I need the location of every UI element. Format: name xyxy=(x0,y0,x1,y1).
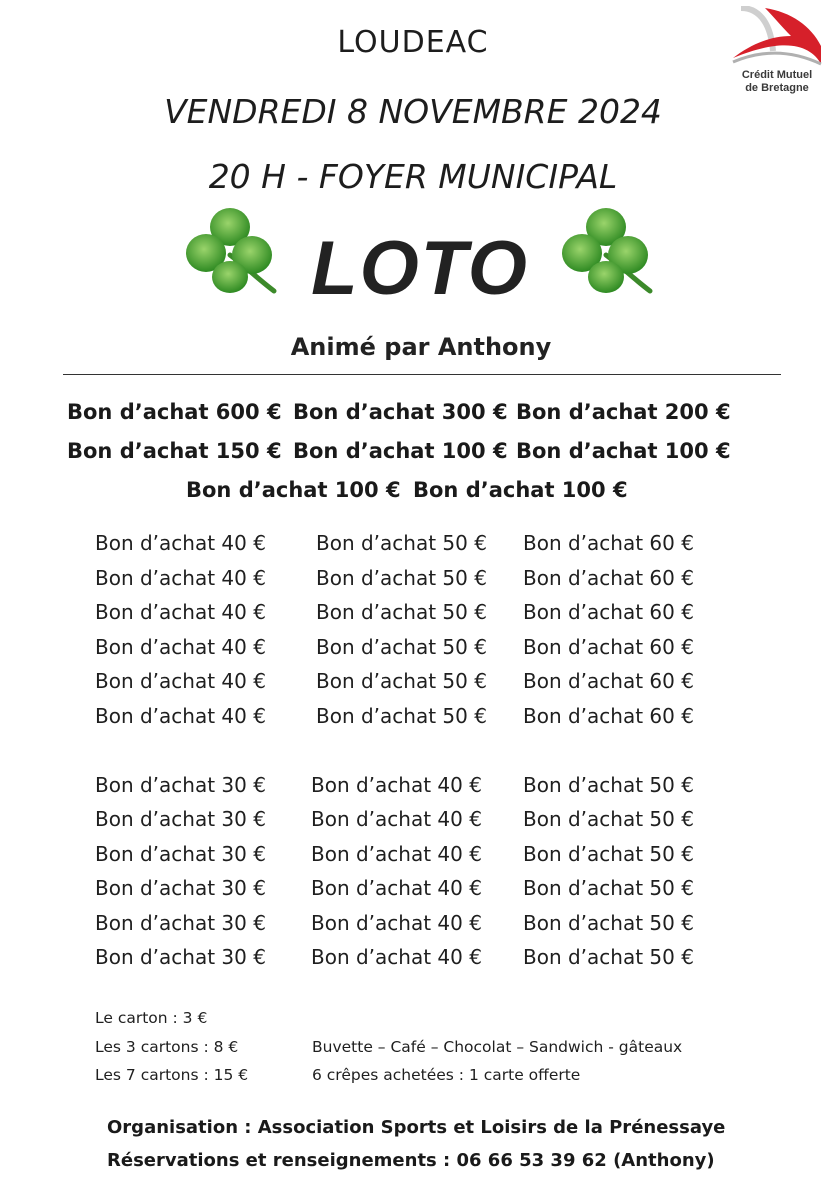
prize-item: Bon d’achat 60 € xyxy=(523,531,694,555)
crepes-offer: 6 crêpes achetées : 1 carte offerte xyxy=(312,1066,581,1084)
prize-item: Bon d’achat 30 € xyxy=(95,911,266,935)
prize-item: Bon d’achat 30 € xyxy=(95,773,266,797)
prize-item: Bon d’achat 60 € xyxy=(523,669,694,693)
prize-item: Bon d’achat 50 € xyxy=(523,945,694,969)
divider xyxy=(63,374,781,375)
major-prize: Bon d’achat 100 € xyxy=(516,439,731,463)
prize-item: Bon d’achat 50 € xyxy=(316,531,487,555)
prize-item: Bon d’achat 40 € xyxy=(95,669,266,693)
price-single: Le carton : 3 € xyxy=(95,1009,208,1027)
prize-item: Bon d’achat 40 € xyxy=(95,704,266,728)
prize-item: Bon d’achat 60 € xyxy=(523,635,694,659)
major-prize: Bon d’achat 200 € xyxy=(516,400,731,424)
prize-item: Bon d’achat 50 € xyxy=(523,842,694,866)
prize-item: Bon d’achat 50 € xyxy=(316,635,487,659)
prize-item: Bon d’achat 50 € xyxy=(316,566,487,590)
prize-item: Bon d’achat 40 € xyxy=(311,807,482,831)
prize-item: Bon d’achat 40 € xyxy=(95,531,266,555)
major-prize: Bon d’achat 600 € xyxy=(67,400,282,424)
prize-item: Bon d’achat 30 € xyxy=(95,807,266,831)
prize-item: Bon d’achat 50 € xyxy=(523,807,694,831)
prize-item: Bon d’achat 40 € xyxy=(95,566,266,590)
prize-item: Bon d’achat 50 € xyxy=(523,876,694,900)
refreshments-line: Buvette – Café – Chocolat – Sandwich - gâteaux xyxy=(312,1038,683,1056)
event-time-place: 20 H - FOYER MUNICIPAL xyxy=(208,157,618,196)
price-three: Les 3 cartons : 8 € xyxy=(95,1038,239,1056)
prize-item: Bon d’achat 50 € xyxy=(316,600,487,624)
prize-item: Bon d’achat 60 € xyxy=(523,704,694,728)
sponsor-line-2: de Bretagne xyxy=(745,82,809,94)
event-title: LOTO xyxy=(311,226,529,311)
host-line: Animé par Anthony xyxy=(290,333,552,361)
major-prize: Bon d’achat 100 € xyxy=(413,478,628,502)
prize-item: Bon d’achat 40 € xyxy=(311,945,482,969)
prize-item: Bon d’achat 30 € xyxy=(95,945,266,969)
prize-item: Bon d’achat 40 € xyxy=(95,600,266,624)
major-prize: Bon d’achat 100 € xyxy=(186,478,401,502)
sponsor-line-1: Crédit Mutuel xyxy=(741,69,813,81)
prize-item: Bon d’achat 50 € xyxy=(523,773,694,797)
event-date: VENDREDI 8 NOVEMBRE 2024 xyxy=(164,92,662,131)
major-prize: Bon d’achat 100 € xyxy=(293,439,508,463)
prize-item: Bon d’achat 40 € xyxy=(95,635,266,659)
organisation-line: Organisation : Association Sports et Loisirs de la Prénessaye xyxy=(107,1117,726,1138)
prize-item: Bon d’achat 60 € xyxy=(523,600,694,624)
prize-item: Bon d’achat 50 € xyxy=(316,669,487,693)
prize-item: Bon d’achat 50 € xyxy=(316,704,487,728)
price-seven: Les 7 cartons : 15 € xyxy=(95,1066,249,1084)
prize-item: Bon d’achat 40 € xyxy=(311,911,482,935)
prize-item: Bon d’achat 60 € xyxy=(523,566,694,590)
shamrock-icon xyxy=(186,205,278,297)
major-prize: Bon d’achat 300 € xyxy=(293,400,508,424)
shamrock-icon xyxy=(562,205,654,297)
major-prize: Bon d’achat 150 € xyxy=(67,439,282,463)
city-title: LOUDEAC xyxy=(337,25,489,60)
reservations-line: Réservations et renseignements : 06 66 53 39 62 (Anthony) xyxy=(107,1150,715,1171)
prize-item: Bon d’achat 30 € xyxy=(95,842,266,866)
prize-item: Bon d’achat 30 € xyxy=(95,876,266,900)
prize-item: Bon d’achat 40 € xyxy=(311,842,482,866)
prize-item: Bon d’achat 40 € xyxy=(311,773,482,797)
prize-item: Bon d’achat 50 € xyxy=(523,911,694,935)
prize-item: Bon d’achat 40 € xyxy=(311,876,482,900)
